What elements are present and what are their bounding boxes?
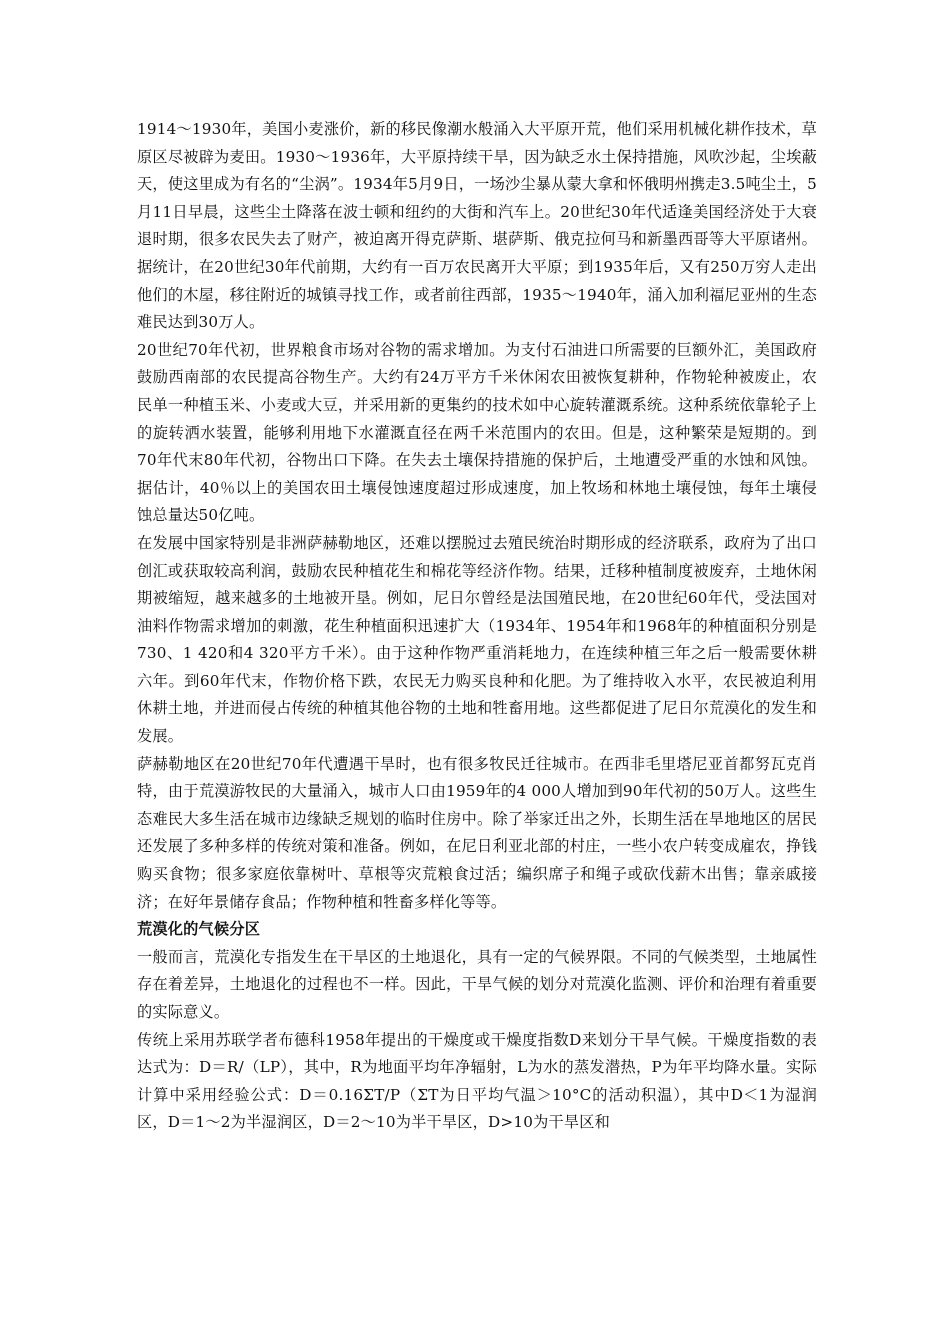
paragraph-1970s-grain: 20世纪70年代初，世界粮食市场对谷物的需求增加。为支付石油进口所需要的巨额外汇，美国政府鼓励西南部的农民提高谷物生产。大约有24万平方千米休闲农田被恢复耕种，作物轮种被废止，农民单一种植玉米、小麦或大豆，并采用新的更集约的技术如中心旋转灌溉系统。这种系统依靠轮子上的旋转洒水装置，能够利用地下水灌溉直径在两千米范围内的农田。但是，这种繁荣是短期的。到70年代末80年代初，谷物出口下降。在失去土壤保持措施的保护后，土地遭受严重的水蚀和风蚀。据估计，40％以上的美国农田土壤侵蚀速度超过形成速度，加上牧场和林地土壤侵蚀，每年土壤侵蚀总量达50亿吨。	[137, 340, 817, 525]
paragraph-dust-bowl: 1914～1930年，美国小麦涨价，新的移民像潮水般涌入大平原开荒，他们采用机械化耕作技术，草原区尽被辟为麦田。1930～1936年，大平原持续干旱，因为缺乏水土保持措施，风吹沙起，尘埃蔽天，使这里成为有名的“尘涡”。1934年5月9日，一场沙尘暴从蒙大拿和怀俄明州携走3.5吨尘土，5月11日早晨，这些尘土降落在波士顿和纽约的大街和汽车上。20世纪30年代适逢美国经济处于大衰退时期，很多农民失去了财产，被迫离开得克萨斯、堪萨斯、俄克拉何马和新墨西哥等大平原诸州。据统计，在20世纪30年代前期，大约有一百万农民离开大平原；到1935年后，又有250万穷人走出他们的木屋，移往附近的城镇寻找工作，或者前往西部，1935～1940年，涌入加利福尼亚州的生态难民达到30万人。	[137, 120, 817, 332]
document-page	[137, 116, 817, 1137]
section-heading: 荒漠化的气候分区	[137, 920, 261, 939]
paragraph-sahel-drought: 萨赫勒地区在20世纪70年代遭遇干旱时，也有很多牧民迁往城市。在西非毛里塔尼亚首都努瓦克肖特，由于荒漠游牧民的大量涌入，城市人口由1959年的4 000人增加到90年代初的50万人。这些生态难民大多生活在城市边缘缺乏规划的临时住房中。除了举家迁出之外，长期生活在旱地地区的居民还发展了多种多样的传统对策和准备。例如，在尼日利亚北部的村庄，一些小农户转变成雇农，挣钱购买食物；很多家庭依靠树叶、草根等灾荒粮食过活；编织席子和绳子或砍伐薪木出售；靠亲戚接济；在好年景储存食品；作物种植和牲畜多样化等等。	[137, 754, 817, 911]
paragraph-climate-limits: 一般而言，荒漠化专指发生在干旱区的土地退化，具有一定的气候界限。不同的气候类型，土地属性存在着差异，土地退化的过程也不一样。因此，干旱气候的划分对荒漠化监测、评价和治理有着重要的实际意义。	[137, 947, 817, 1021]
paragraph-dryness-index: 传统上采用苏联学者布德科1958年提出的干燥度或干燥度指数D来划分干旱气候。干燥度指数的表达式为：D＝R/（LP），其中，R为地面平均年净辐射，L为水的蒸发潜热，P为年平均降水量。实际计算中采用经验公式：D＝0.16ΣT/P（ΣT为日平均气温＞10°C的活动积温），其中D＜1为湿润区，D＝1～2为半湿润区，D＝2～10为半干旱区，D>10为干旱区和	[137, 1030, 817, 1132]
paragraph-sahel-cash-crops: 在发展中国家特别是非洲萨赫勒地区，还难以摆脱过去殖民统治时期形成的经济联系，政府为了出口创汇或获取较高利润，鼓励农民种植花生和棉花等经济作物。结果，迁移种植制度被废弃，土地休闲期被缩短，越来越多的土地被开垦。例如，尼日尔曾经是法国殖民地，在20世纪60年代，受法国对油料作物需求增加的刺激，花生种植面积迅速扩大（1934年、1954年和1968年的种植面积分别是730、1 420和4 320平方千米）。由于这种作物严重消耗地力，在连续种植三年之后一般需要休耕六年。到60年代末，作物价格下跌，农民无力购买良种和化肥。为了维持收入水平，农民被迫利用休耕土地，并进而侵占传统的种植其他谷物的土地和牲畜用地。这些都促进了尼日尔荒漠化的发生和发展。	[137, 533, 817, 746]
